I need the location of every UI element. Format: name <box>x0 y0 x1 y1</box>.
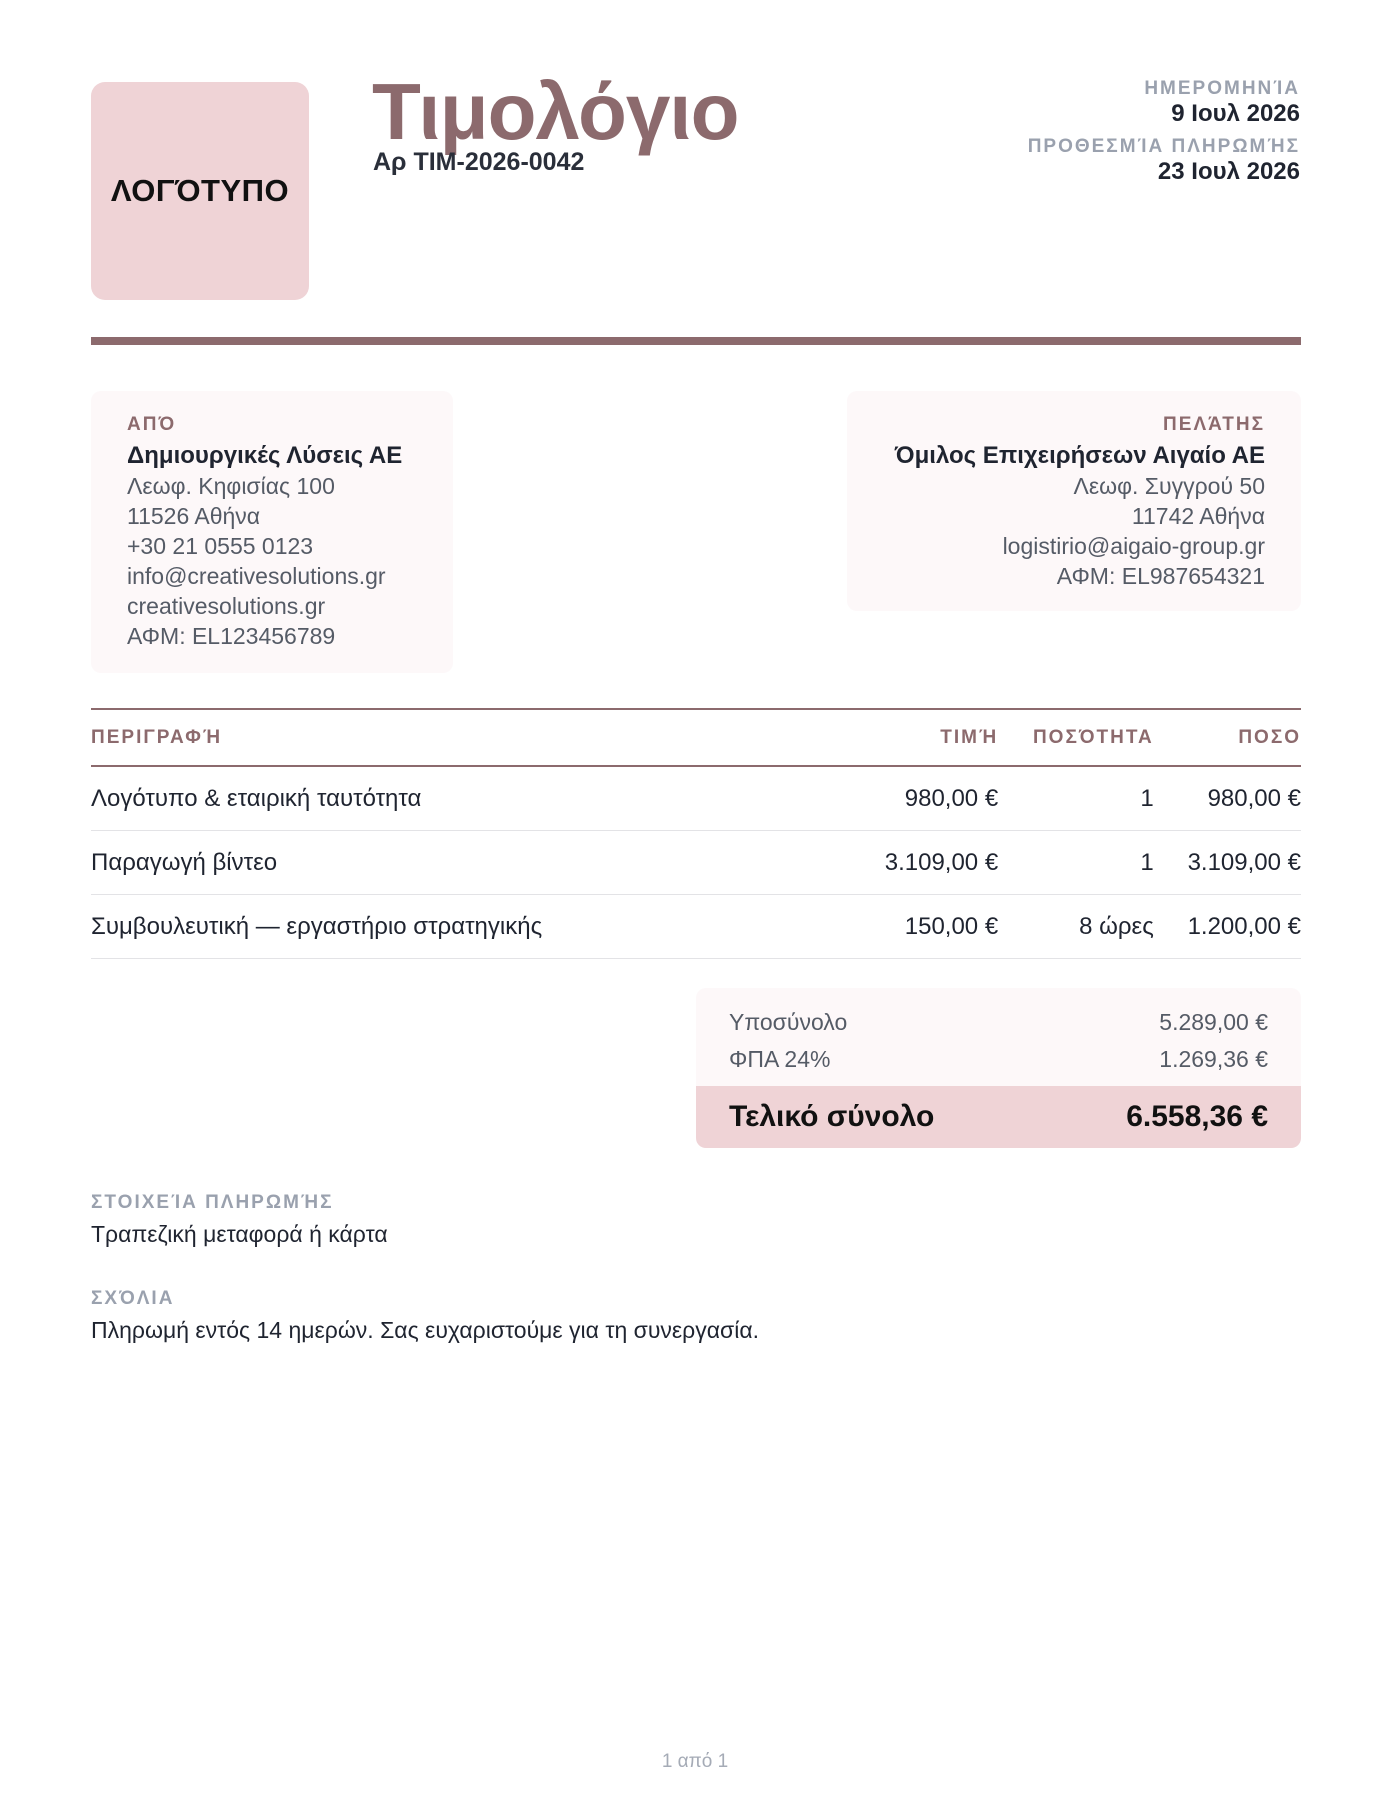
client-name: Όμιλος Επιχειρήσεων Αιγαίο ΑΕ <box>894 442 1265 469</box>
sender-vat-id: ΑΦΜ: EL123456789 <box>127 623 336 649</box>
vat-value: 1.269,36 € <box>1159 1046 1268 1072</box>
header-amount: ΠΟΣΟ <box>1154 709 1301 766</box>
payment-label: ΣΤΟΙΧΕΊΑ ΠΛΗΡΩΜΉΣ <box>91 1192 334 1213</box>
row-price: 150,00 € <box>801 895 998 959</box>
invoice-title: Τιμολόγιο <box>372 67 739 156</box>
due-date-label: ΠΡΟΘΕΣΜΊΑ ΠΛΗΡΩΜΉΣ <box>1027 136 1300 157</box>
client-city: 11742 Αθήνα <box>1131 503 1265 529</box>
invoice-date-label: ΗΜΕΡΟΜΗΝΊΑ <box>1144 78 1300 99</box>
sender-website: creativesolutions.gr <box>127 593 326 619</box>
due-date-value: 23 Ιουλ 2026 <box>1157 158 1300 185</box>
notes-label: ΣΧΌΛΙΑ <box>91 1288 175 1309</box>
line-items-table <box>91 708 1301 959</box>
row-description: Συμβουλευτική — εργαστήριο στρατηγικής <box>91 895 801 959</box>
row-price: 3.109,00 € <box>801 831 998 895</box>
page-indicator: 1 από 1 <box>661 1751 729 1772</box>
sender-name: Δημιουργικές Λύσεις ΑΕ <box>127 442 403 469</box>
sender-address: Λεωφ. Κηφισίας 100 <box>127 473 335 499</box>
header-price: ΤΙΜΉ <box>801 709 998 766</box>
table-row <box>91 895 1301 959</box>
sender-card <box>91 391 453 673</box>
grand-total-row <box>696 1086 1301 1148</box>
row-quantity: 8 ώρες <box>998 895 1154 959</box>
totals-box <box>696 988 1301 1148</box>
invoice-number: Αρ ΤΙΜ-2026-0042 <box>373 148 585 176</box>
subtotal-value: 5.289,00 € <box>1159 1009 1268 1035</box>
client-card <box>847 391 1301 611</box>
client-address: Λεωφ. Συγγρού 50 <box>1073 473 1265 499</box>
client-label: ΠΕΛΆΤΗΣ <box>1163 414 1265 435</box>
invoice-date-block <box>1144 78 1300 128</box>
grand-total-label: Τελικό σύνολο <box>729 1100 935 1133</box>
due-date-block <box>1028 136 1300 186</box>
table-row <box>91 831 1301 895</box>
sender-email: info@creativesolutions.gr <box>127 563 386 589</box>
invoice-date-value: 9 Ιουλ 2026 <box>1171 100 1300 127</box>
row-quantity: 1 <box>998 766 1154 831</box>
row-amount: 980,00 € <box>1154 766 1301 831</box>
row-description: Παραγωγή βίντεο <box>91 831 801 895</box>
client-vat-id: ΑΦΜ: EL987654321 <box>1056 563 1265 589</box>
row-price: 980,00 € <box>801 766 998 831</box>
row-description: Λογότυπο & εταιρική ταυτότητα <box>91 766 801 831</box>
sender-label: ΑΠΌ <box>127 414 177 435</box>
subtotal-label: Υποσύνολο <box>729 1009 848 1035</box>
subtotal-row <box>696 1004 1301 1041</box>
table-row <box>91 766 1301 831</box>
vat-row <box>696 1041 1301 1078</box>
sender-city: 11526 Αθήνα <box>127 503 261 529</box>
grand-total-value: 6.558,36 € <box>1126 1100 1268 1133</box>
company-logo: ΛΟΓΌΤΥΠΟ <box>91 82 309 300</box>
header-description: ΠΕΡΙΓΡΑΦΉ <box>91 709 801 766</box>
header-quantity: ΠΟΣΌΤΗΤΑ <box>998 709 1154 766</box>
table-header-row <box>91 709 1301 766</box>
row-quantity: 1 <box>998 831 1154 895</box>
notes-value: Πληρωμή εντός 14 ημερών. Σας ευχαριστούμε για τη συνεργασία. <box>91 1317 760 1343</box>
row-amount: 1.200,00 € <box>1154 895 1301 959</box>
client-email: logistirio@aigaio-group.gr <box>1002 533 1265 559</box>
vat-label: ΦΠΑ 24% <box>729 1046 831 1072</box>
header-divider <box>91 337 1301 345</box>
row-amount: 3.109,00 € <box>1154 831 1301 895</box>
sender-phone: +30 21 0555 0123 <box>127 533 314 559</box>
payment-value: Τραπεζική μεταφορά ή κάρτα <box>91 1221 388 1247</box>
